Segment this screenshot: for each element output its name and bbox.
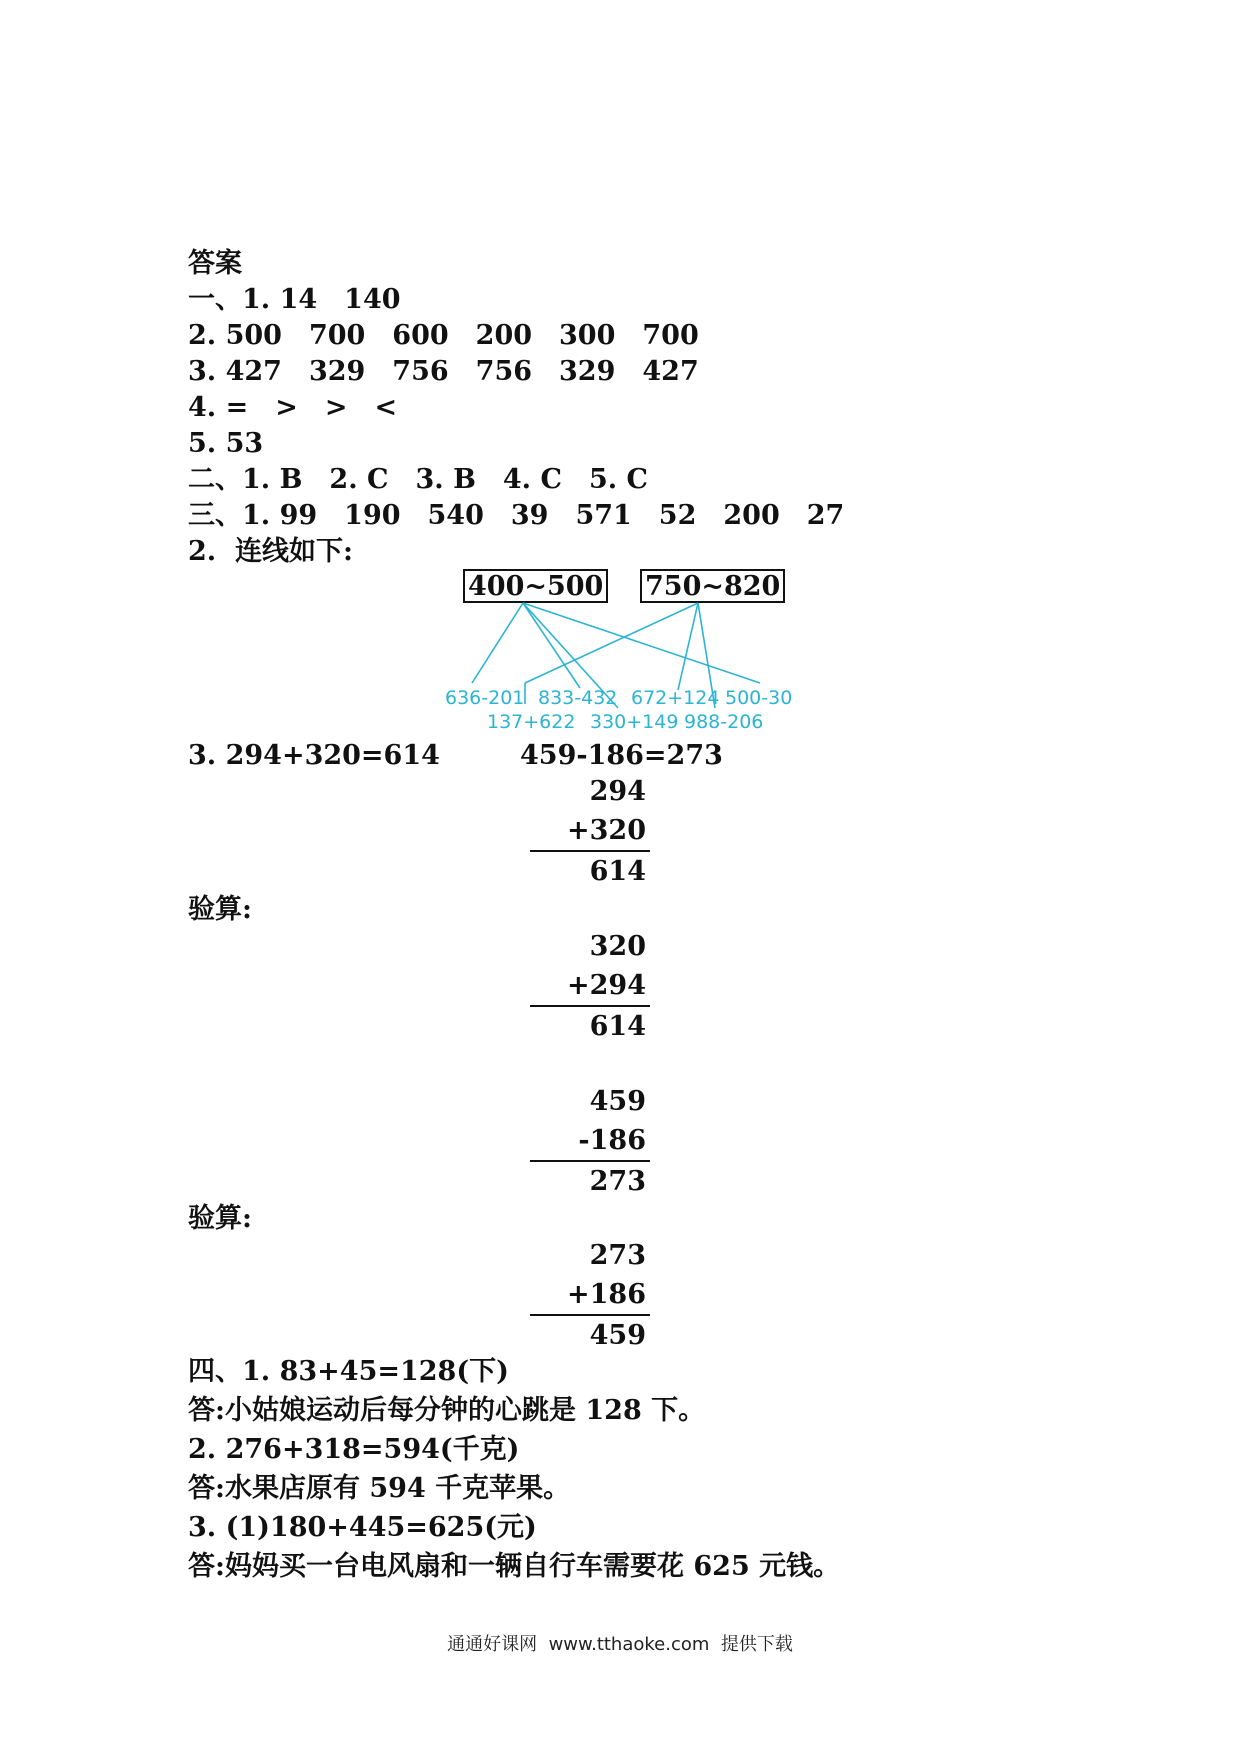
s4-q1: 四、1. 83+45=128(下) [188, 1356, 509, 1387]
match-line [472, 603, 523, 683]
match-line [678, 603, 698, 690]
expr-330+149: 330+149 [590, 711, 679, 733]
s1-q3: 3. 427 329 756 756 329 427 [188, 356, 699, 387]
match-line [523, 603, 580, 688]
s2-q: 二、1. B 2. C 3. B 4. C 5. C [188, 464, 649, 495]
expr-636-201: 636-201 [445, 687, 525, 709]
s3-q1: 三、1. 99 190 540 39 571 52 200 27 [188, 500, 845, 531]
s4-q2: 2. 276+318=594(千克) [188, 1434, 520, 1465]
expr-833-432: 833-432 [538, 687, 618, 709]
expr-500-30: 500-30 [725, 687, 793, 709]
expr-672+124: 672+124 [631, 687, 720, 709]
matching-lines-diagram [0, 0, 1240, 760]
calc-operand: +186 [530, 1275, 650, 1316]
s4-a1: 答:小姑娘运动后每分钟的心跳是 128 下。 [188, 1395, 706, 1426]
s1-q4: 4. = > > < [188, 392, 398, 423]
vertical-calc-3 [530, 1082, 650, 1201]
calc-result: 459 [589, 1320, 646, 1351]
calc-result: 614 [589, 1011, 646, 1042]
calc-operand: 320 [589, 931, 646, 962]
calc-operand: 294 [589, 776, 646, 807]
page-footer: 通通好课网 www.tthaoke.com 提供下载 [447, 1634, 793, 1655]
vertical-calc-1 [530, 772, 650, 891]
expr-988-206: 988-206 [684, 711, 764, 733]
check-label-1: 验算: [188, 894, 252, 925]
s4-a3: 答:妈妈买一台电风扇和一辆自行车需要花 625 元钱。 [188, 1551, 841, 1582]
s3-q3-left: 3. 294+320=614 [188, 740, 440, 771]
s4-q3: 3. (1)180+445=625(元) [188, 1512, 537, 1543]
range-box-1: 400~500 [463, 569, 608, 603]
calc-operand: 273 [589, 1240, 646, 1271]
calc-result: 273 [589, 1166, 646, 1197]
calc-operand: 459 [589, 1086, 646, 1117]
calc-operand: -186 [530, 1121, 650, 1162]
s3-q3-right: 459-186=273 [520, 740, 723, 771]
calc-operand: +294 [530, 966, 650, 1007]
answer-heading: 答案 [188, 248, 242, 279]
range-box-2: 750~820 [640, 569, 785, 603]
s4-a2: 答:水果店原有 594 千克苹果。 [188, 1473, 571, 1504]
vertical-calc-4 [530, 1236, 650, 1355]
s1-q1: 一、1. 14 140 [188, 284, 401, 315]
s1-q5: 5. 53 [188, 428, 264, 459]
vertical-calc-2 [530, 927, 650, 1046]
match-line [525, 603, 698, 683]
expr-137+622: 137+622 [487, 711, 576, 733]
s3-q2-label: 2. 连线如下: [188, 536, 353, 567]
calc-result: 614 [589, 856, 646, 887]
calc-operand: +320 [530, 811, 650, 852]
check-label-2: 验算: [188, 1203, 252, 1234]
s1-q2: 2. 500 700 600 200 300 700 [188, 320, 699, 351]
